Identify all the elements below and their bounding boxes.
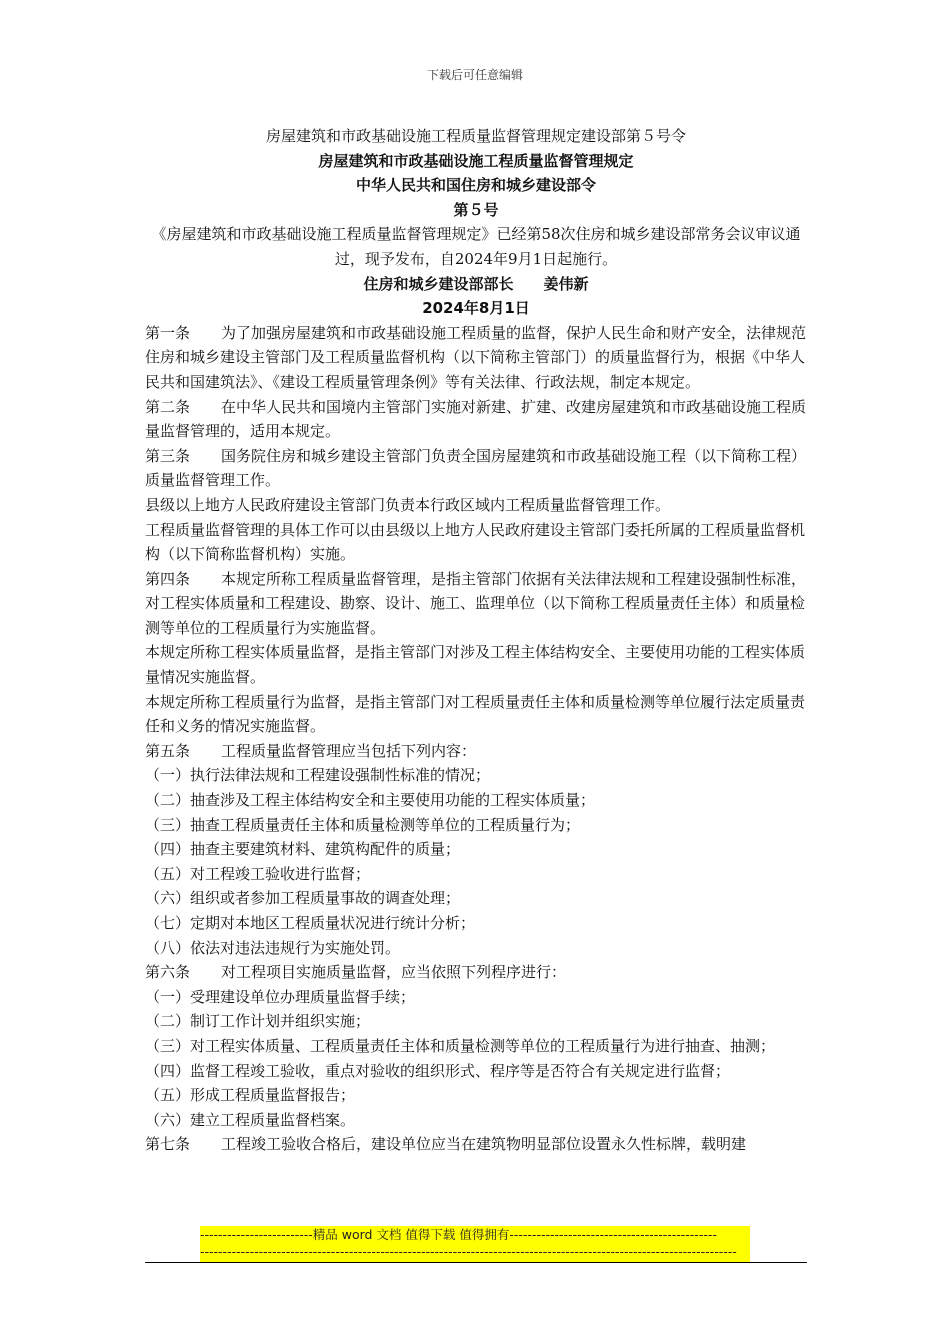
- article-paragraph: [145, 813, 807, 838]
- order-number: 第５号: [453, 200, 499, 219]
- article-text: 本规定所称工程实体质量监督，是指主管部门对涉及工程主体结构安全、主要使用功能的工程实体质量情况实施监督。: [145, 643, 806, 687]
- ministry-order-title: 中华人民共和国住房和城乡建设部令: [355, 176, 596, 195]
- article-text: （一）执行法律法规和工程建设强制性标准的情况；: [145, 766, 491, 785]
- article-text: 本规定所称工程质量监督管理，是指主管部门依据有关法律法规和工程建设强制性标准，对工程实体质量和工程建设、勘察、设计、施工、监理单位（以下简称工程质量责任主体）和质量检测等单位的工程质量行为实施监督。: [145, 569, 807, 637]
- footer-banner-line-1: -------------------------精品 word 文档 值得下载 值得拥有----------------------------------------------: [200, 1227, 717, 1242]
- article-paragraph: [145, 960, 807, 985]
- footer-banner-line-2: -----------------------------------------------------------------------------------------------------------------------: [200, 1244, 737, 1259]
- article-paragraph: [145, 493, 807, 518]
- article-paragraph: [145, 1108, 807, 1133]
- article-paragraph: [145, 518, 807, 567]
- article-text: （五）形成工程质量监督报告；: [145, 1086, 356, 1105]
- article-paragraph: [145, 690, 807, 739]
- footer-banner: [200, 1226, 750, 1262]
- article-text: 在中华人民共和国境内主管部门实施对新建、扩建、改建房屋建筑和市政基础设施工程质量监督管理的，适用本规定。: [145, 397, 807, 441]
- article-paragraph: [145, 395, 807, 444]
- article-paragraph: [145, 1083, 807, 1108]
- article-text: （六）组织或者参加工程质量事故的调查处理；: [145, 889, 461, 908]
- article-text: 对工程项目实施质量监督，应当依照下列程序进行：: [221, 963, 567, 982]
- article-paragraph: [145, 1132, 807, 1157]
- article-text: 工程质量监督管理的具体工作可以由县级以上地方人民政府建设主管部门委托所属的工程质量监督机构（以下简称监督机构）实施。: [145, 520, 806, 564]
- article-paragraph: [145, 1009, 807, 1034]
- article-text: 国务院住房和城乡建设主管部门负责全国房屋建筑和市政基础设施工程（以下简称工程）质量监督管理工作。: [145, 446, 807, 490]
- footer-divider: [145, 1262, 807, 1263]
- article-paragraph: [145, 444, 807, 493]
- document-body: [145, 124, 807, 1157]
- article-paragraph: [145, 763, 807, 788]
- article-paragraph: [145, 886, 807, 911]
- article-text: （六）建立工程质量监督档案。: [145, 1110, 356, 1129]
- article-text: （二）抽查涉及工程主体结构安全和主要使用功能的工程实体质量；: [145, 791, 596, 810]
- article-paragraph: [145, 985, 807, 1010]
- article-text: 县级以上地方人民政府建设主管部门负责本行政区域内工程质量监督管理工作。: [145, 495, 671, 514]
- article-text: （七）定期对本地区工程质量状况进行统计分析；: [145, 914, 476, 932]
- article-paragraph: [145, 936, 807, 961]
- regulation-title: 房屋建筑和市政基础设施工程质量监督管理规定: [318, 151, 634, 170]
- article-label: 第五条: [145, 741, 191, 760]
- signature-line: 住房和城乡建设部部长 姜伟新: [363, 274, 589, 293]
- article-label: 第四条: [145, 569, 191, 588]
- article-text: （三）对工程实体质量、工程质量责任主体和质量检测等单位的工程质量行为进行抽查、抽测；: [145, 1036, 776, 1055]
- article-paragraph: [145, 1034, 807, 1059]
- article-label: 第二条: [145, 397, 191, 416]
- article-paragraph: [145, 837, 807, 862]
- article-text: 本规定所称工程质量行为监督，是指主管部门对工程质量责任主体和质量检测等单位履行法定质量责任和义务的情况实施监督。: [145, 692, 806, 736]
- article-text: 工程质量监督管理应当包括下列内容：: [221, 741, 477, 760]
- article-text: （五）对工程竣工验收进行监督；: [145, 864, 371, 883]
- article-label: 第七条: [145, 1135, 191, 1154]
- article-paragraph: [145, 1059, 807, 1084]
- article-text: （八）依法对违法违规行为实施处罚。: [145, 938, 401, 957]
- article-text: （一）受理建设单位办理质量监督手续；: [145, 987, 416, 1006]
- article-paragraph: [145, 321, 807, 395]
- article-paragraph: [145, 640, 807, 689]
- article-text: 工程竣工验收合格后，建设单位应当在建筑物明显部位设置永久性标牌，载明建: [221, 1135, 747, 1154]
- article-paragraph: [145, 739, 807, 764]
- article-paragraph: [145, 911, 807, 936]
- document-title: 房屋建筑和市政基础设施工程质量监督管理规定建设部第５号令: [265, 127, 686, 145]
- article-paragraph: [145, 567, 807, 641]
- page-header-note: 下载后可任意编辑: [426, 68, 523, 82]
- article-label: 第六条: [145, 963, 191, 982]
- issue-date: 2024年8月1日: [422, 299, 530, 318]
- article-text: 为了加强房屋建筑和市政基础设施工程质量的监督，保护人民生命和财产安全，法律规范住房和城乡建设主管部门及工程质量监督机构（以下简称主管部门）的质量监督行为，根据《中华人民共和国建筑法》、《建设工程质量管理条例》等有关法律、行政法规，制定本规定。: [145, 323, 807, 391]
- article-text: （四）监督工程竣工验收，重点对验收的组织形式、程序等是否符合有关规定进行监督；: [145, 1061, 731, 1080]
- articles-list: [145, 321, 807, 1157]
- article-text: （四）抽查主要建筑材料、建筑构配件的质量；: [145, 840, 461, 859]
- article-paragraph: [145, 862, 807, 887]
- article-paragraph: [145, 788, 807, 813]
- intro-paragraph: 《房屋建筑和市政基础设施工程质量监督管理规定》已经第58次住房和城乡建设部常务会议审议通过，现予发布，自2024年9月1日起施行。: [151, 225, 801, 268]
- article-text: （三）抽查工程质量责任主体和质量检测等单位的工程质量行为；: [145, 815, 581, 834]
- article-text: （二）制订工作计划并组织实施；: [145, 1012, 371, 1031]
- article-label: 第三条: [145, 446, 191, 465]
- article-label: 第一条: [145, 323, 191, 342]
